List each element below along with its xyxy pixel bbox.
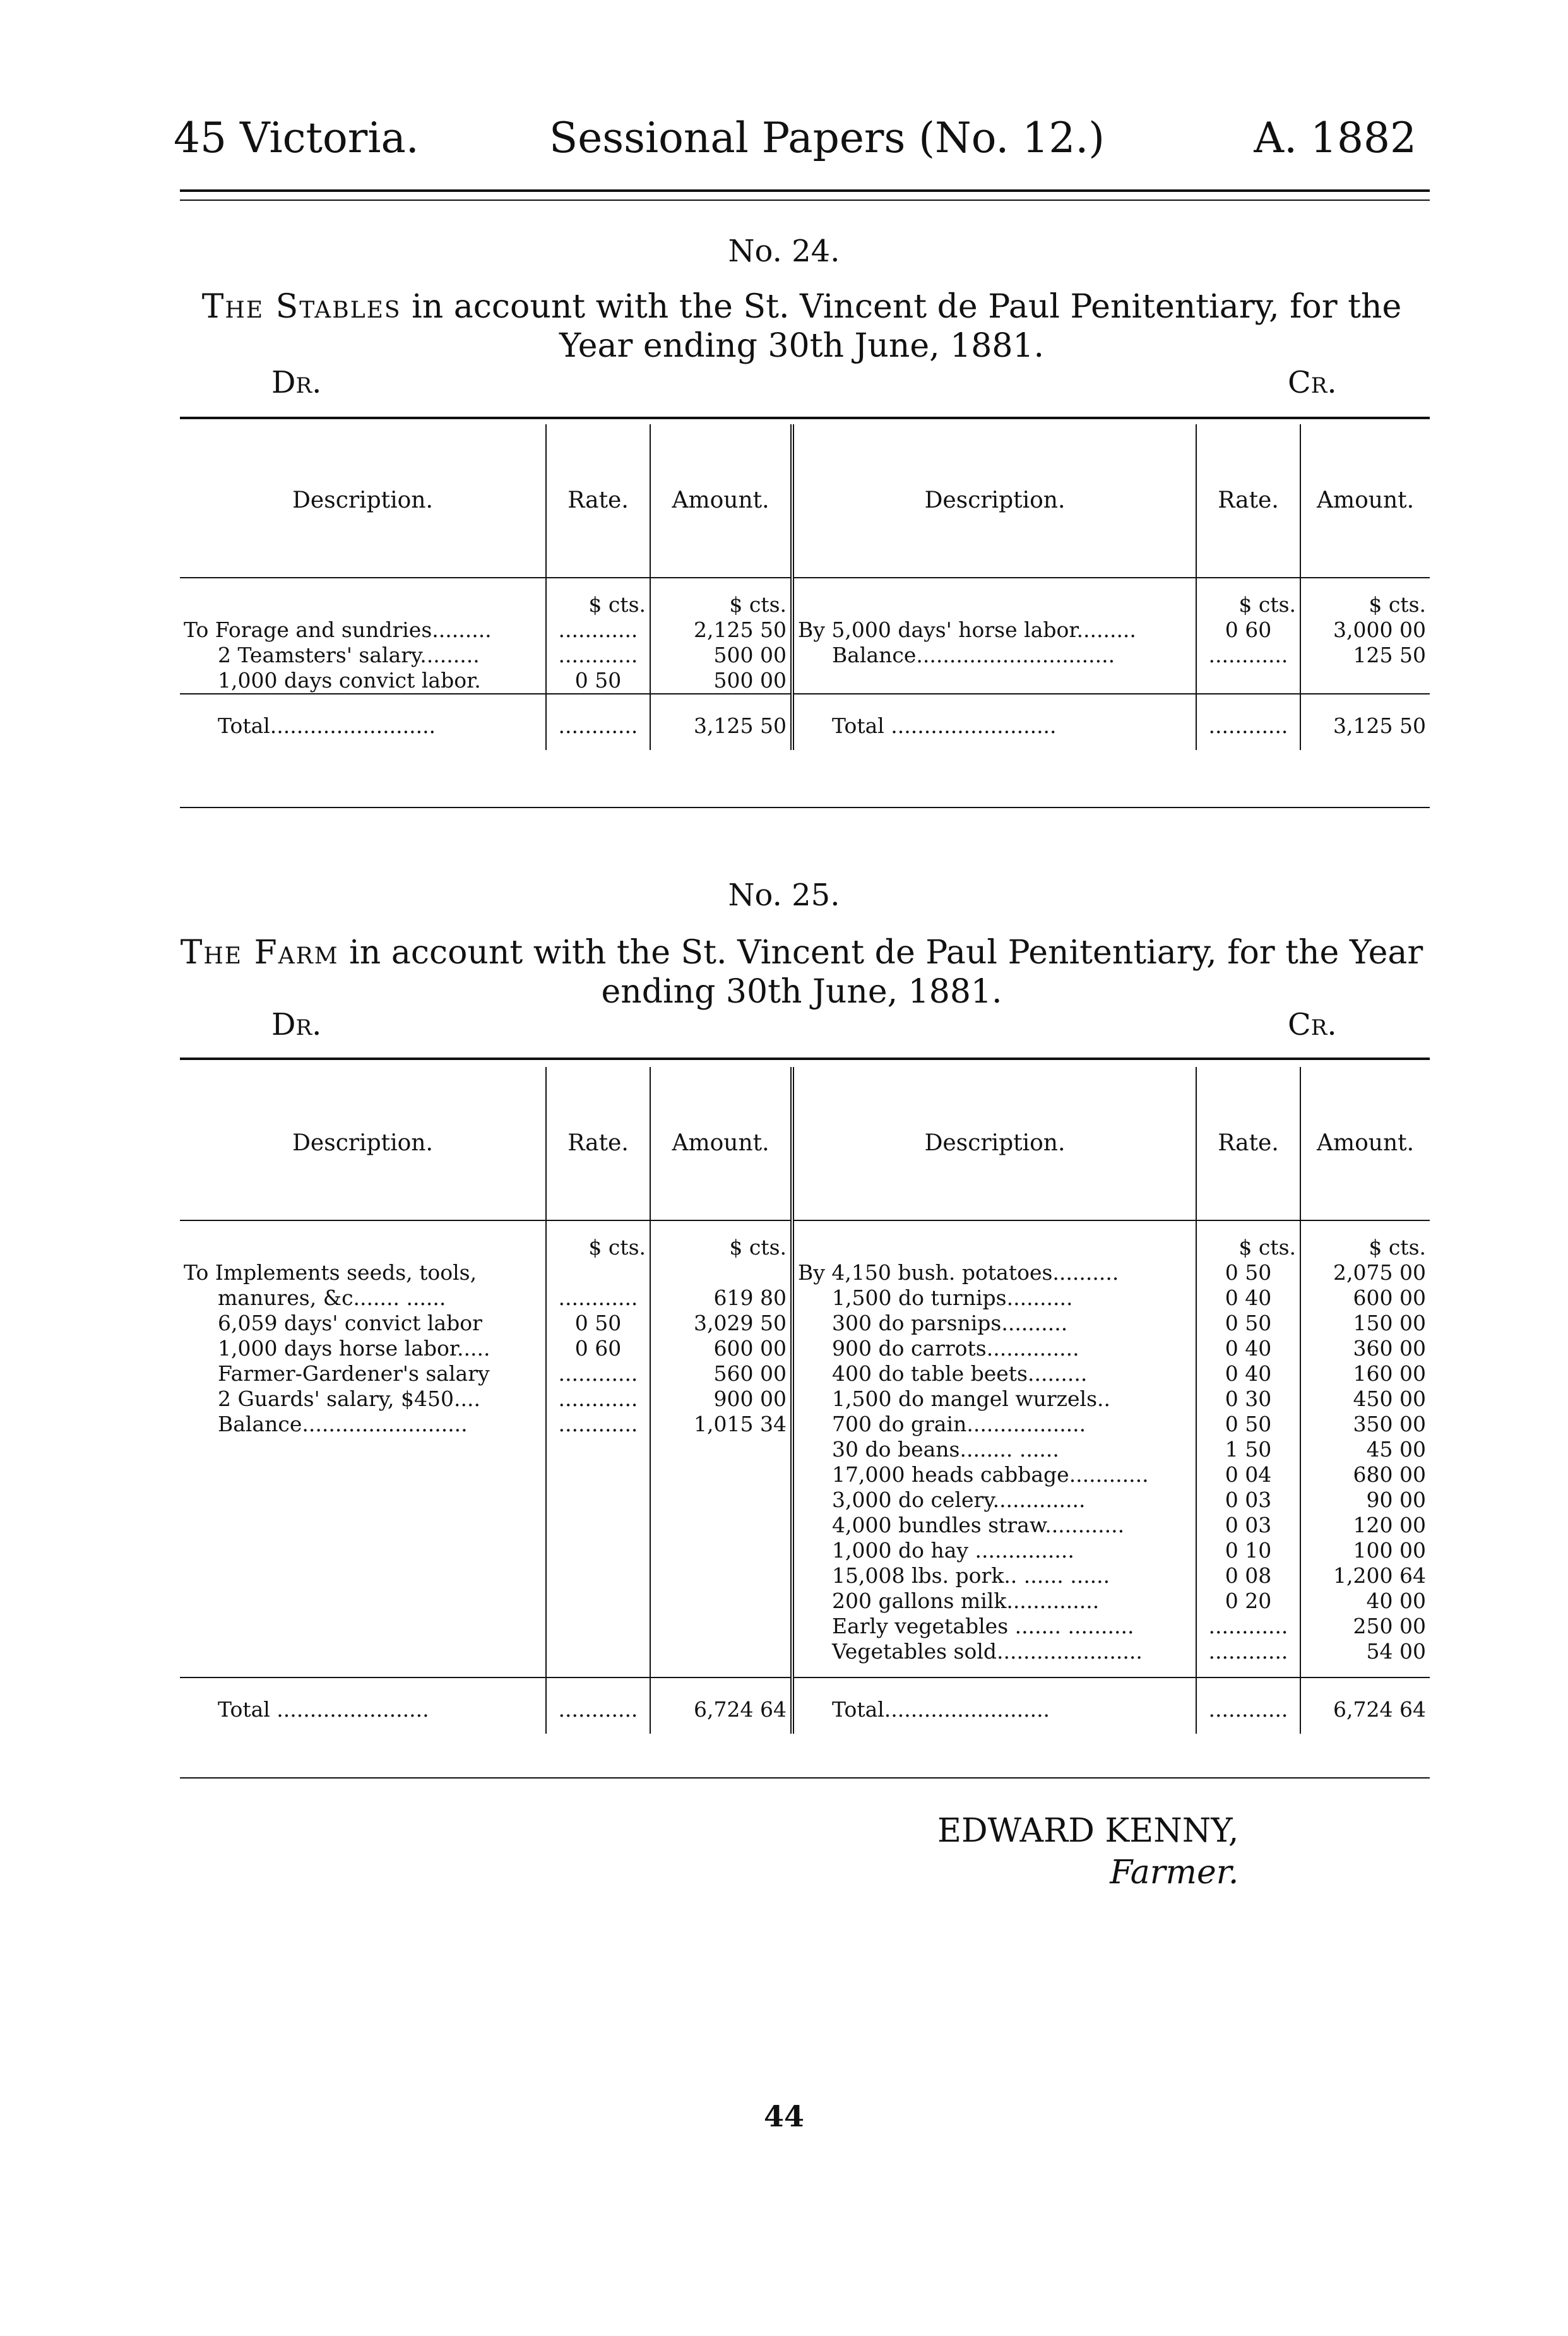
- farm-row: 1,000 days horse labor..... 0 60 600 00 900 do carrots.............. 0 40 360 00: [180, 1336, 1430, 1361]
- farm-rule-top: [180, 1058, 1430, 1060]
- farm-spacer-row: [180, 1664, 1430, 1678]
- stables-caption-lead: The Stables: [201, 288, 401, 326]
- stables-col-amount-cr: Amount.: [1300, 424, 1430, 578]
- farm-rule-bottom: [180, 1777, 1430, 1779]
- farm-unit-rate-cr: $ cts.: [1196, 1220, 1300, 1260]
- farm-caption-rest: in account with the St. Vincent de Paul Penitentiary, for the Year ending 30th June, 1881.: [349, 934, 1423, 1011]
- farm-table: [180, 1067, 1430, 1734]
- header-rule-top: [180, 189, 1430, 192]
- stables-total-label: Total.........................: [180, 694, 546, 750]
- farm-unit-amount: $ cts.: [650, 1220, 792, 1260]
- farm-col-rate: Rate.: [546, 1067, 650, 1220]
- farm-total-row: Total ....................... ............ 6,724 64 Total......................... ............ 6,724 64: [180, 1678, 1430, 1734]
- stables-total-label-cr: Total .........................: [792, 694, 1196, 750]
- farm-col-amount: Amount.: [650, 1067, 792, 1220]
- farm-row: Farmer-Gardener's salary ............ 560 00 400 do table beets......... 0 40 160 00: [180, 1361, 1430, 1386]
- stables-col-amount: Amount.: [650, 424, 792, 578]
- stables-unit-amount: $ cts.: [650, 578, 792, 617]
- header-year: A. 1882: [1254, 114, 1417, 162]
- farm-row: 4,000 bundles straw............ 0 03 120 00: [180, 1513, 1430, 1538]
- header-session: 45 Victoria.: [174, 114, 419, 162]
- farm-unit-amount-cr: $ cts.: [1369, 1235, 1426, 1260]
- stables-cr: Cr.: [1288, 365, 1337, 400]
- farm-row: 15,008 lbs. pork.. ...... ...... 0 08 1,200 64: [180, 1563, 1430, 1588]
- farm-dr: Dr.: [271, 1007, 322, 1042]
- stables-rule-top: [180, 417, 1430, 419]
- farm-unit-row: [180, 1220, 1430, 1260]
- farm-row: Vegetables sold...................... ............ 54 00: [180, 1639, 1430, 1664]
- farm-number: No. 25.: [728, 878, 840, 913]
- stables-unit-row: [180, 578, 1430, 617]
- stables-dr: Dr.: [271, 365, 322, 400]
- farm-row: To Implements seeds, tools, By 4,150 bush. potatoes.......... 0 50 2,075 00: [180, 1260, 1430, 1285]
- stables-rule-bottom: [180, 807, 1430, 808]
- farm-col-description-cr: Description.: [792, 1067, 1196, 1220]
- farm-total-amount-cr: 6,724 64: [1300, 1678, 1430, 1734]
- stables-total-amount: 3,125 50: [650, 694, 792, 750]
- stables-col-rate-cr: Rate.: [1196, 424, 1300, 578]
- farm-row: 200 gallons milk.............. 0 20 40 00: [180, 1588, 1430, 1614]
- stables-caption: [174, 287, 1430, 366]
- farm-col-rate-cr: Rate.: [1196, 1067, 1300, 1220]
- stables-ledger: [180, 424, 1430, 750]
- farm-row: 6,059 days' convict labor 0 50 3,029 50 300 do parsnips.......... 0 50 150 00: [180, 1311, 1430, 1336]
- farm-caption: [174, 933, 1430, 1011]
- stables-table: [180, 424, 1430, 750]
- farm-row: 3,000 do celery.............. 0 03 90 00: [180, 1487, 1430, 1513]
- farm-row: 1,000 do hay ............... 0 10 100 00: [180, 1538, 1430, 1563]
- farm-body: [180, 1260, 1430, 1678]
- farm-row: manures, &c....... ...... ............ 619 80 1,500 do turnips.......... 0 40 600 00: [180, 1285, 1430, 1311]
- farm-cr: Cr.: [1288, 1007, 1337, 1042]
- stables-caption-rest: in account with the St. Vincent de Paul Penitentiary, for the Year ending 30th June, 1881.: [412, 288, 1402, 365]
- farm-col-description: Description.: [180, 1067, 546, 1220]
- farm-ledger: [180, 1067, 1430, 1734]
- farm-total-amount: 6,724 64: [650, 1678, 792, 1734]
- farm-total-label-cr: Total.........................: [792, 1678, 1196, 1734]
- farm-row: Balance......................... ............ 1,015 34 700 do grain.................. 0 50 350 00: [180, 1412, 1430, 1437]
- header-papers: Sessional Papers (No. 12.): [549, 114, 1105, 162]
- page-number: 44: [763, 2099, 804, 2133]
- stables-total-row: Total......................... ............ 3,125 50 Total ......................... ............ 3,125 50: [180, 694, 1430, 750]
- stables-unit-rate: $ cts.: [546, 578, 650, 617]
- farm-col-amount-cr: Amount.: [1300, 1067, 1430, 1220]
- stables-row: To Forage and sundries......... ............ 2,125 50 By 5,000 days' horse labor......... 0 60 3,000 00: [180, 617, 1430, 643]
- signature-name: EDWARD KENNY,: [937, 1812, 1239, 1850]
- stables-unit-amount-cr: $ cts.: [1369, 592, 1426, 617]
- farm-row: 17,000 heads cabbage............ 0 04 680 00: [180, 1462, 1430, 1487]
- farm-total-label: Total .......................: [180, 1678, 546, 1734]
- stables-total-amount-cr: 3,125 50: [1300, 694, 1430, 750]
- stables-col-description: Description.: [180, 424, 546, 578]
- header-rule-bottom: [180, 200, 1430, 201]
- stables-col-description-cr: Description.: [792, 424, 1196, 578]
- stables-row: 1,000 days convict labor. 0 50 500 00: [180, 668, 1430, 694]
- stables-col-rate: Rate.: [546, 424, 650, 578]
- signature: [937, 1812, 1238, 1892]
- stables-row: 2 Teamsters' salary......... ............ 500 00 Balance.............................. ............ 125 50: [180, 643, 1430, 668]
- farm-row: Early vegetables ....... .......... ............ 250 00: [180, 1614, 1430, 1639]
- farm-unit-rate: $ cts.: [546, 1220, 650, 1260]
- farm-header-row: [180, 1067, 1430, 1220]
- stables-number: No. 24.: [728, 234, 840, 269]
- farm-caption-lead: The Farm: [180, 934, 339, 972]
- farm-row: 30 do beans........ ...... 1 50 45 00: [180, 1437, 1430, 1462]
- farm-row: 2 Guards' salary, $450.... ............ 900 00 1,500 do mangel wurzels.. 0 30 450 00: [180, 1386, 1430, 1412]
- stables-unit-rate-cr: $ cts.: [1196, 578, 1300, 617]
- signature-title: Farmer.: [1110, 1854, 1239, 1892]
- stables-header-row: [180, 424, 1430, 578]
